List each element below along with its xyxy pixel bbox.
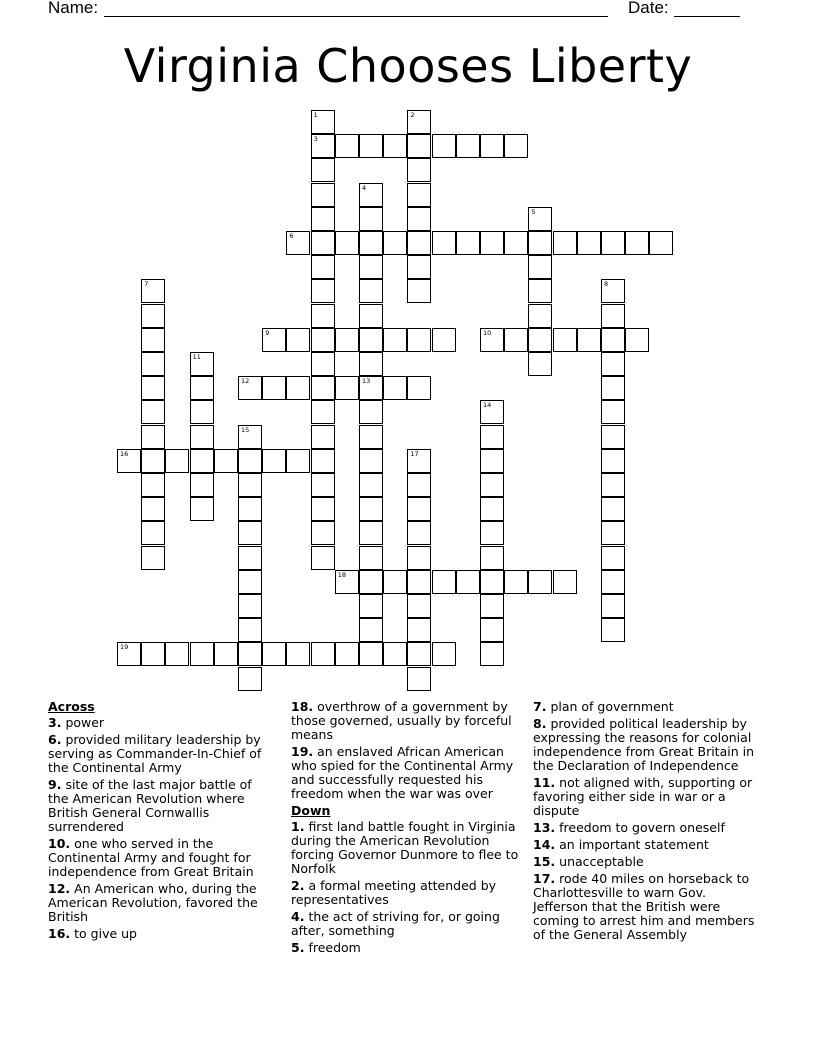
crossword-cell[interactable]: [407, 158, 431, 182]
crossword-cell[interactable]: [407, 667, 431, 691]
crossword-cell[interactable]: [601, 425, 625, 449]
cell-number: 9: [265, 328, 270, 337]
crossword-cell[interactable]: [407, 473, 431, 497]
crossword-cell[interactable]: [407, 449, 431, 473]
crossword-cell[interactable]: [480, 570, 504, 594]
crossword-cell[interactable]: [601, 497, 625, 521]
crossword-cell[interactable]: [359, 328, 383, 352]
crossword-cell[interactable]: [311, 231, 335, 255]
crossword-cell[interactable]: [456, 134, 480, 158]
crossword-cell[interactable]: [577, 231, 601, 255]
crossword-cell[interactable]: [407, 207, 431, 231]
crossword-cell[interactable]: [504, 570, 528, 594]
crossword-cell[interactable]: [141, 642, 165, 666]
crossword-cell[interactable]: [238, 642, 262, 666]
crossword-cell[interactable]: [141, 425, 165, 449]
crossword-cell[interactable]: [407, 570, 431, 594]
crossword-cell[interactable]: [190, 352, 214, 376]
crossword-cell[interactable]: [456, 231, 480, 255]
cell-number: 13: [362, 377, 371, 386]
crossword-cell[interactable]: [141, 400, 165, 424]
crossword-cell[interactable]: [432, 231, 456, 255]
cell-number: 8: [604, 280, 609, 289]
crossword-cell[interactable]: [601, 231, 625, 255]
crossword-cell[interactable]: [335, 231, 359, 255]
crossword-cell[interactable]: [359, 521, 383, 545]
cell-number: 6: [289, 232, 294, 240]
cell-number: 10: [483, 328, 492, 337]
crossword-cell[interactable]: [190, 497, 214, 521]
crossword-cell[interactable]: [601, 594, 625, 618]
crossword-cell[interactable]: [504, 231, 528, 255]
crossword-cell[interactable]: [528, 207, 552, 231]
crossword-cell[interactable]: [165, 449, 189, 473]
crossword-cell[interactable]: [528, 570, 552, 594]
crossword-cell[interactable]: [480, 473, 504, 497]
crossword-cell[interactable]: [238, 521, 262, 545]
crossword-cell[interactable]: [528, 328, 552, 352]
crossword-cell[interactable]: [165, 642, 189, 666]
crossword-cell[interactable]: [311, 207, 335, 231]
crossword-cell[interactable]: [190, 400, 214, 424]
crossword-cell[interactable]: [359, 546, 383, 570]
crossword-cell[interactable]: [359, 594, 383, 618]
cell-number: 7: [144, 280, 149, 289]
crossword-cell[interactable]: [359, 497, 383, 521]
clue-across-19: 19. an enslaved African American who spied for the Continental Army and successfully requested his freedom when the war was over: [291, 744, 514, 801]
crossword-cell[interactable]: [504, 134, 528, 158]
crossword-cell[interactable]: [335, 134, 359, 158]
crossword-cell[interactable]: [311, 279, 335, 303]
crossword-cell[interactable]: [407, 255, 431, 279]
cell-number: 1: [313, 111, 318, 119]
crossword-cell[interactable]: [553, 328, 577, 352]
crossword-cell[interactable]: [238, 594, 262, 618]
crossword-cell[interactable]: [407, 279, 431, 303]
crossword-cell[interactable]: [407, 376, 431, 400]
crossword-cell[interactable]: [407, 183, 431, 207]
crossword-cell[interactable]: [601, 618, 625, 642]
crossword-cell[interactable]: [601, 521, 625, 545]
crossword-cell[interactable]: [262, 376, 286, 400]
crossword-cell[interactable]: [311, 400, 335, 424]
crossword-cell[interactable]: [359, 231, 383, 255]
crossword-cell[interactable]: [238, 497, 262, 521]
crossword-cell[interactable]: [480, 134, 504, 158]
crossword-cell[interactable]: [383, 134, 407, 158]
crossword-cell[interactable]: [335, 328, 359, 352]
crossword-cell[interactable]: [432, 570, 456, 594]
crossword-cell[interactable]: [407, 110, 431, 134]
crossword-cell[interactable]: [383, 570, 407, 594]
crossword-cell[interactable]: [335, 376, 359, 400]
cell-number: 3: [313, 135, 318, 144]
crossword-cell[interactable]: [311, 521, 335, 545]
crossword-cell[interactable]: [601, 328, 625, 352]
crossword-cell[interactable]: [432, 328, 456, 352]
crossword-cell[interactable]: [528, 304, 552, 328]
crossword-cell[interactable]: [407, 618, 431, 642]
crossword-cell[interactable]: [407, 231, 431, 255]
crossword-cell[interactable]: [577, 328, 601, 352]
clue-across-3: 3. power: [48, 715, 105, 730]
crossword-cell[interactable]: [480, 521, 504, 545]
crossword-cell[interactable]: [480, 425, 504, 449]
crossword-cell[interactable]: [625, 328, 649, 352]
crossword-cell[interactable]: [407, 328, 431, 352]
crossword-cell[interactable]: [359, 352, 383, 376]
crossword-cell[interactable]: [407, 521, 431, 545]
clue-across-6: 6. provided military leadership by serving as Commander-In-Chief of the Continental Army: [48, 732, 262, 775]
crossword-cell[interactable]: [141, 449, 165, 473]
crossword-cell[interactable]: [407, 642, 431, 666]
crossword-cell[interactable]: [359, 183, 383, 207]
crossword-cell[interactable]: [238, 449, 262, 473]
clue-across-16: 16. to give up: [48, 926, 137, 941]
crossword-cell[interactable]: [456, 570, 480, 594]
crossword-cell[interactable]: [432, 134, 456, 158]
cell-number: 14: [483, 401, 492, 410]
crossword-cell[interactable]: [383, 642, 407, 666]
crossword-cell[interactable]: [480, 497, 504, 521]
clue-across-18: 18. overthrow of a government by those governed, usually by forceful means: [291, 699, 512, 742]
crossword-cell[interactable]: [311, 642, 335, 666]
crossword-cell[interactable]: [286, 328, 310, 352]
crossword-cell[interactable]: [601, 304, 625, 328]
clues-column-2: [291, 700, 519, 958]
crossword-cell[interactable]: [286, 231, 310, 255]
clue-across-12: 12. An American who, during the American Revolution, favored the British: [48, 881, 258, 924]
name-label: Name:: [48, 0, 99, 17]
crossword-cell[interactable]: [214, 449, 238, 473]
cell-number: 15: [241, 425, 250, 434]
crossword-cell[interactable]: [359, 425, 383, 449]
crossword-cell[interactable]: [190, 376, 214, 400]
clue-down-4: 4. the act of striving for, or going after, something: [291, 909, 500, 938]
crossword-cell[interactable]: [190, 473, 214, 497]
crossword-cell[interactable]: [262, 642, 286, 666]
crossword-cell[interactable]: [238, 570, 262, 594]
crossword-cell[interactable]: [359, 255, 383, 279]
crossword-cell[interactable]: [262, 449, 286, 473]
crossword-cell[interactable]: [480, 642, 504, 666]
crossword-cell[interactable]: [480, 328, 504, 352]
crossword-cell[interactable]: [601, 546, 625, 570]
across-heading: Across: [48, 699, 95, 714]
crossword-cell[interactable]: [190, 449, 214, 473]
crossword-cell[interactable]: [504, 328, 528, 352]
clue-down-7: 7. plan of government: [533, 699, 674, 714]
crossword-cell[interactable]: [238, 618, 262, 642]
crossword-cell[interactable]: [528, 231, 552, 255]
crossword-cell[interactable]: [359, 642, 383, 666]
clues-column-1: [48, 700, 270, 944]
crossword-cell[interactable]: [383, 231, 407, 255]
cell-number: 18: [337, 570, 347, 579]
crossword-cell[interactable]: [190, 425, 214, 449]
crossword-cell[interactable]: [601, 473, 625, 497]
clue-across-9: 9. site of the last major battle of the American Revolution where British General Cornwallis surrendered: [48, 777, 252, 834]
crossword-cell[interactable]: [214, 642, 238, 666]
cell-number: 4: [362, 183, 367, 192]
crossword-cell[interactable]: [141, 521, 165, 545]
crossword-cell[interactable]: [601, 570, 625, 594]
crossword-cell[interactable]: [141, 376, 165, 400]
crossword-cell[interactable]: [311, 134, 335, 158]
crossword-cell[interactable]: [286, 642, 310, 666]
crossword-cell[interactable]: [625, 231, 649, 255]
crossword-cell[interactable]: [407, 497, 431, 521]
crossword-cell[interactable]: [359, 207, 383, 231]
clue-down-8: 8. provided political leadership by expressing the reasons for colonial independence from Great Britain in the Declaration of Independence: [533, 716, 755, 773]
date-label: Date:: [628, 0, 669, 17]
crossword-cell[interactable]: [311, 546, 335, 570]
crossword-cell[interactable]: [141, 279, 165, 303]
crossword-cell[interactable]: [359, 473, 383, 497]
crossword-cell[interactable]: [649, 231, 673, 255]
clue-down-15: 15. unacceptable: [533, 854, 644, 869]
clue-down-11: 11. not aligned with, supporting or favoring either side in war or a dispute: [533, 775, 753, 818]
crossword-cell[interactable]: [311, 304, 335, 328]
crossword-cell[interactable]: [480, 400, 504, 424]
crossword-cell[interactable]: [141, 352, 165, 376]
crossword-cell[interactable]: [311, 328, 335, 352]
crossword-cell[interactable]: [141, 304, 165, 328]
clues-column-3: [533, 700, 763, 945]
crossword-cell[interactable]: [286, 449, 310, 473]
crossword-cell[interactable]: [238, 546, 262, 570]
crossword-cell[interactable]: [480, 594, 504, 618]
crossword-cell[interactable]: [601, 279, 625, 303]
crossword-cell[interactable]: [432, 642, 456, 666]
crossword-cell[interactable]: [383, 328, 407, 352]
crossword-cell[interactable]: [311, 449, 335, 473]
page-title: Virginia Chooses Liberty: [123, 39, 693, 93]
crossword-cell[interactable]: [311, 158, 335, 182]
clue-down-14: 14. an important statement: [533, 837, 709, 852]
crossword-cell[interactable]: [335, 642, 359, 666]
crossword-cell[interactable]: [311, 473, 335, 497]
cell-number: 5: [531, 207, 536, 216]
crossword-cell[interactable]: [359, 376, 383, 400]
cell-number: 16: [120, 449, 129, 458]
crossword-cell[interactable]: [286, 376, 310, 400]
crossword-cell[interactable]: [480, 231, 504, 255]
crossword-cell[interactable]: [383, 376, 407, 400]
crossword-cell[interactable]: [528, 352, 552, 376]
crossword-cell[interactable]: [311, 425, 335, 449]
crossword-cell[interactable]: [601, 400, 625, 424]
clue-down-1: 1. first land battle fought in Virginia during the American Revolution forcing Governor Dunmore to flee to Norfolk: [291, 819, 519, 876]
crossword-cell[interactable]: [480, 546, 504, 570]
clue-across-10: 10. one who served in the Continental Army and fought for independence from Great Britain: [48, 836, 254, 879]
cell-number: 12: [241, 377, 250, 386]
crossword-cell[interactable]: [141, 473, 165, 497]
crossword-cell[interactable]: [238, 425, 262, 449]
crossword-cell[interactable]: [407, 546, 431, 570]
crossword-cell[interactable]: [601, 376, 625, 400]
crossword-cell[interactable]: [528, 255, 552, 279]
crossword-cell[interactable]: [262, 328, 286, 352]
crossword-cell[interactable]: [359, 618, 383, 642]
crossword-cell[interactable]: [553, 570, 577, 594]
clue-down-13: 13. freedom to govern oneself: [533, 820, 725, 835]
crossword-cell[interactable]: [141, 328, 165, 352]
crossword-cell[interactable]: [601, 449, 625, 473]
crossword-cell[interactable]: [141, 497, 165, 521]
down-heading: Down: [291, 803, 331, 818]
crossword-cell[interactable]: [601, 352, 625, 376]
clue-down-17: 17. rode 40 miles on horseback to Charlottesville to warn Gov. Jefferson that the British were coming to arrest him and members of the General Assembly: [533, 871, 755, 942]
crossword-cell[interactable]: [311, 110, 335, 134]
cell-number: 17: [410, 449, 419, 458]
crossword-cell[interactable]: [311, 376, 335, 400]
cell-number: 11: [192, 353, 201, 361]
crossword-cell[interactable]: [480, 449, 504, 473]
crossword-cell[interactable]: [238, 473, 262, 497]
crossword-cell[interactable]: [359, 279, 383, 303]
crossword-cell[interactable]: [141, 546, 165, 570]
crossword-cell[interactable]: [311, 352, 335, 376]
crossword-cell[interactable]: [359, 304, 383, 328]
crossword-cell[interactable]: [359, 570, 383, 594]
clue-down-5: 5. freedom: [291, 940, 361, 955]
cell-number: 19: [120, 643, 129, 652]
crossword-cell[interactable]: [480, 618, 504, 642]
crossword-cell[interactable]: [335, 570, 359, 594]
crossword-cell[interactable]: [311, 183, 335, 207]
crossword-cell[interactable]: [407, 134, 431, 158]
crossword-cell[interactable]: [359, 449, 383, 473]
crossword-cell[interactable]: [117, 449, 141, 473]
crossword-cell[interactable]: [117, 642, 141, 666]
crossword-cell[interactable]: [359, 134, 383, 158]
crossword-cell[interactable]: [190, 642, 214, 666]
crossword-cell[interactable]: [311, 497, 335, 521]
crossword-cell[interactable]: [311, 255, 335, 279]
crossword-cell[interactable]: [407, 594, 431, 618]
cell-number: 2: [410, 111, 415, 119]
crossword-cell[interactable]: [359, 400, 383, 424]
crossword-cell[interactable]: [238, 376, 262, 400]
clue-down-2: 2. a formal meeting attended by representatives: [291, 878, 497, 907]
crossword-cell[interactable]: [553, 231, 577, 255]
crossword-cell[interactable]: [528, 279, 552, 303]
crossword-cell[interactable]: [238, 667, 262, 691]
